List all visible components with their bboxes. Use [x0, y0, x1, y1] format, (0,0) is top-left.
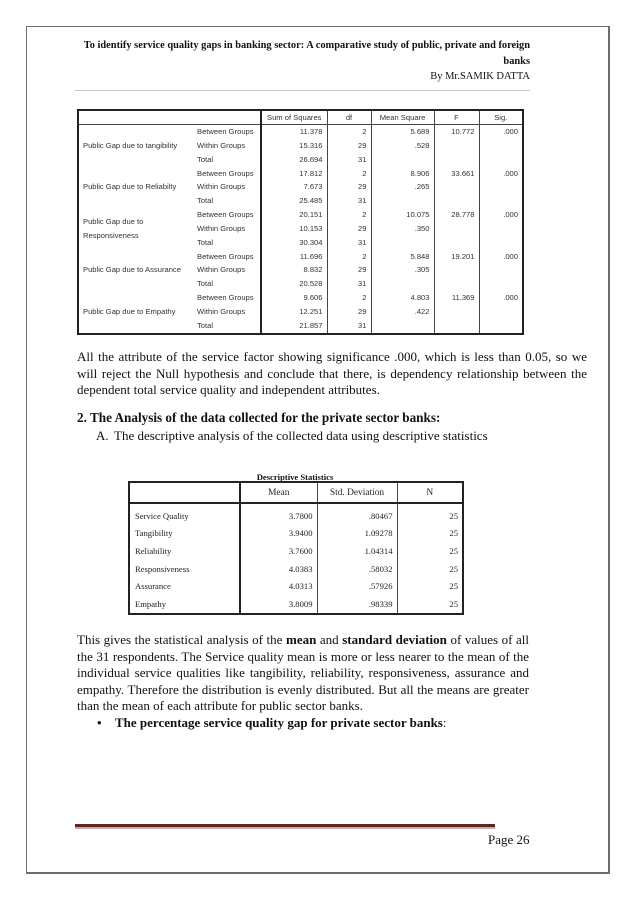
footer-divider: [75, 824, 495, 827]
descriptive-n-cell: 25: [397, 542, 463, 560]
anova-sig-cell: [479, 180, 523, 194]
anova-sig-cell: [479, 194, 523, 208]
descriptive-sd-cell: 1.09278: [317, 525, 397, 543]
descriptive-n-cell: 25: [397, 595, 463, 614]
anova-source-cell: Total: [197, 320, 214, 330]
anova-source-cell: Total: [197, 154, 214, 164]
anova-row: [78, 250, 523, 264]
anova-row: [78, 125, 523, 139]
anova-f-cell: 33.661: [434, 167, 479, 181]
anova-ms-cell: [371, 277, 434, 291]
anova-source-cell: Within Groups: [197, 182, 246, 192]
descriptive-label-cell: Tangibility: [135, 528, 173, 539]
anova-ss-cell: 21.857: [261, 319, 327, 334]
descriptive-label-cell: Service Quality: [135, 510, 189, 521]
anova-f-cell: [434, 194, 479, 208]
anova-source-cell: Within Groups: [197, 306, 246, 316]
bullet-text: The percentage service quality gap for private sector banks: [115, 715, 443, 730]
anova-f-cell: [434, 319, 479, 334]
anova-f-cell: 11.369: [434, 291, 479, 305]
running-header-author: By Mr.SAMIK DATTA: [430, 71, 530, 82]
paragraph-text: This gives the statistical analysis of the: [77, 632, 286, 647]
anova-df-cell: 29: [327, 180, 371, 194]
anova-corner-cell: [78, 110, 261, 125]
anova-source-cell: Between Groups: [197, 210, 254, 220]
descriptive-col-header: Std. Deviation: [317, 482, 397, 503]
anova-ms-cell: 5.689: [371, 125, 434, 139]
emphasis-standard-deviation: standard deviation: [342, 632, 447, 647]
descriptive-label-cell: Empathy: [135, 598, 167, 609]
anova-ms-cell: .422: [371, 305, 434, 319]
anova-df-cell: 31: [327, 153, 371, 167]
anova-df-cell: 31: [327, 236, 371, 250]
anova-source-cell: Within Groups: [197, 223, 246, 233]
descriptive-n-cell: 25: [397, 577, 463, 595]
anova-col-header: Sum of Squares: [261, 110, 327, 125]
anova-f-cell: [434, 305, 479, 319]
anova-source-cell: Between Groups: [197, 168, 254, 178]
anova-ss-cell: 11.696: [261, 250, 327, 264]
anova-f-cell: [434, 139, 479, 153]
descriptive-sd-cell: .57926: [317, 577, 397, 595]
descriptive-mean-cell: 4.0383: [240, 560, 317, 578]
bullet-suffix: :: [442, 715, 447, 730]
list-marker: A.: [96, 428, 109, 443]
descriptive-row: [129, 542, 463, 560]
anova-ms-cell: 4.803: [371, 291, 434, 305]
anova-ss-cell: 25.485: [261, 194, 327, 208]
descriptive-row: [129, 577, 463, 595]
anova-group-label: Public Gap due to Reliabilty: [83, 182, 177, 192]
anova-f-cell: [434, 180, 479, 194]
anova-group-label: Public Gap due to Assurance: [83, 265, 181, 275]
anova-df-cell: 2: [327, 208, 371, 222]
descriptive-row: [129, 595, 463, 614]
anova-ms-cell: .305: [371, 263, 434, 277]
anova-sig-cell: [479, 236, 523, 250]
descriptive-col-header: Mean: [240, 482, 317, 503]
descriptive-mean-cell: 3.7800: [240, 503, 317, 525]
running-header-title: To identify service quality gaps in banking sector: A comparative study of public, private and foreign banks: [83, 40, 530, 67]
anova-ss-cell: 12.251: [261, 305, 327, 319]
descriptive-label-cell: Responsiveness: [135, 563, 190, 574]
anova-df-cell: 2: [327, 167, 371, 181]
descriptive-sd-cell: .80467: [317, 503, 397, 525]
anova-table: [77, 109, 524, 335]
anova-sig-cell: .000: [479, 208, 523, 222]
anova-group-label: Public Gap due to Responsiveness: [83, 216, 144, 240]
anova-row: [78, 167, 523, 181]
anova-sig-cell: .000: [479, 291, 523, 305]
anova-ss-cell: 7.673: [261, 180, 327, 194]
anova-ss-cell: 20.528: [261, 277, 327, 291]
anova-ms-cell: .528: [371, 139, 434, 153]
anova-col-header: Sig.: [479, 110, 523, 125]
anova-ms-cell: 5.848: [371, 250, 434, 264]
anova-sig-cell: [479, 305, 523, 319]
anova-df-cell: 2: [327, 125, 371, 139]
descriptive-mean-cell: 3.7600: [240, 542, 317, 560]
descriptive-col-header: N: [397, 482, 463, 503]
anova-ss-cell: 30.304: [261, 236, 327, 250]
anova-source-cell: Total: [197, 196, 214, 206]
anova-group-label: Public Gap due to tangibility: [83, 140, 178, 150]
anova-ms-cell: 8.906: [371, 167, 434, 181]
anova-ss-cell: 15.316: [261, 139, 327, 153]
anova-ss-cell: 9.606: [261, 291, 327, 305]
anova-header-row: [78, 110, 523, 125]
anova-ss-cell: 26.694: [261, 153, 327, 167]
anova-df-cell: 31: [327, 277, 371, 291]
anova-row: [78, 208, 523, 222]
anova-ss-cell: 11.378: [261, 125, 327, 139]
anova-sig-cell: [479, 222, 523, 236]
emphasis-mean: mean: [286, 632, 317, 647]
header-divider: [75, 90, 530, 91]
section-subitem: [96, 428, 488, 444]
anova-sig-cell: [479, 263, 523, 277]
descriptive-label-cell: Reliability: [135, 545, 172, 556]
anova-f-cell: 19.201: [434, 250, 479, 264]
descriptive-row: [129, 560, 463, 578]
anova-f-cell: 10.772: [434, 125, 479, 139]
anova-f-cell: [434, 222, 479, 236]
paragraph-text: of values of all the 31 respondents. The Service quality mean is more or less nearer to the mean of the individual service qualities like tangibility, reliability, responsiveness, assurance and empathy. Therefore the distribution is evenly distributed. But all the means are greater than the mean of each attribute for public sector banks.: [77, 632, 529, 713]
descriptive-row: [129, 503, 463, 525]
anova-conclusion-paragraph: All the attribute of the service factor showing significance .000, which is less than 0.05, so we will reject the Null hypothesis and conclude that there, is dependency relationship between the dependent total service quality and independent attributes.: [77, 349, 587, 397]
anova-col-header: F: [434, 110, 479, 125]
anova-col-header: Mean Square: [371, 110, 434, 125]
descriptive-row: [129, 525, 463, 543]
anova-df-cell: 29: [327, 222, 371, 236]
anova-source-cell: Within Groups: [197, 265, 246, 275]
descriptive-mean-cell: 3.9400: [240, 525, 317, 543]
descriptive-mean-cell: 4.0313: [240, 577, 317, 595]
descriptive-analysis-paragraph: [77, 632, 529, 715]
anova-ss-cell: 10.153: [261, 222, 327, 236]
descriptive-n-cell: 25: [397, 560, 463, 578]
anova-sig-cell: [479, 277, 523, 291]
anova-group-label: Public Gap due to Empathy: [83, 306, 176, 316]
anova-sig-cell: [479, 153, 523, 167]
descriptive-mean-cell: 3.8009: [240, 595, 317, 614]
anova-ms-cell: [371, 319, 434, 334]
anova-col-header: df: [327, 110, 371, 125]
anova-ms-cell: [371, 194, 434, 208]
anova-source-cell: Between Groups: [197, 251, 254, 261]
anova-source-cell: Total: [197, 279, 214, 289]
anova-df-cell: 31: [327, 194, 371, 208]
anova-f-cell: 28.778: [434, 208, 479, 222]
anova-df-cell: 29: [327, 139, 371, 153]
descriptive-n-cell: 25: [397, 525, 463, 543]
anova-sig-cell: [479, 319, 523, 334]
descriptive-corner-cell: [129, 482, 240, 503]
anova-source-cell: Total: [197, 237, 214, 247]
anova-source-cell: Within Groups: [197, 140, 246, 150]
anova-f-cell: [434, 153, 479, 167]
anova-row: [78, 291, 523, 305]
anova-source-cell: Between Groups: [197, 293, 254, 303]
bullet-icon: •: [97, 715, 102, 730]
anova-df-cell: 2: [327, 250, 371, 264]
anova-ms-cell: [371, 153, 434, 167]
bullet-item: [97, 715, 446, 731]
anova-ms-cell: .350: [371, 222, 434, 236]
anova-sig-cell: .000: [479, 125, 523, 139]
descriptive-table-title: Descriptive Statistics: [256, 472, 334, 482]
subitem-text: The descriptive analysis of the collected data using descriptive statistics: [114, 428, 488, 443]
anova-ss-cell: 8.832: [261, 263, 327, 277]
descriptive-sd-cell: .58032: [317, 560, 397, 578]
descriptive-sd-cell: 1.04314: [317, 542, 397, 560]
anova-f-cell: [434, 236, 479, 250]
anova-source-cell: Between Groups: [197, 127, 254, 136]
descriptive-sd-cell: .98339: [317, 595, 397, 614]
anova-ms-cell: [371, 236, 434, 250]
anova-sig-cell: .000: [479, 250, 523, 264]
descriptive-header-row: [129, 482, 463, 503]
anova-f-cell: [434, 263, 479, 277]
anova-df-cell: 2: [327, 291, 371, 305]
descriptive-n-cell: 25: [397, 503, 463, 525]
anova-df-cell: 29: [327, 263, 371, 277]
anova-ss-cell: 17.812: [261, 167, 327, 181]
anova-sig-cell: [479, 139, 523, 153]
anova-f-cell: [434, 277, 479, 291]
page-number: Page 26: [488, 832, 530, 847]
anova-df-cell: 29: [327, 305, 371, 319]
anova-df-cell: 31: [327, 319, 371, 334]
section-heading: 2. The Analysis of the data collected for the private sector banks:: [77, 410, 441, 425]
anova-ms-cell: 10.075: [371, 208, 434, 222]
descriptive-label-cell: Assurance: [135, 581, 171, 592]
anova-sig-cell: .000: [479, 167, 523, 181]
anova-ss-cell: 20.151: [261, 208, 327, 222]
paragraph-text: and: [316, 632, 343, 647]
descriptive-statistics-table: [128, 481, 464, 615]
anova-ms-cell: .265: [371, 180, 434, 194]
